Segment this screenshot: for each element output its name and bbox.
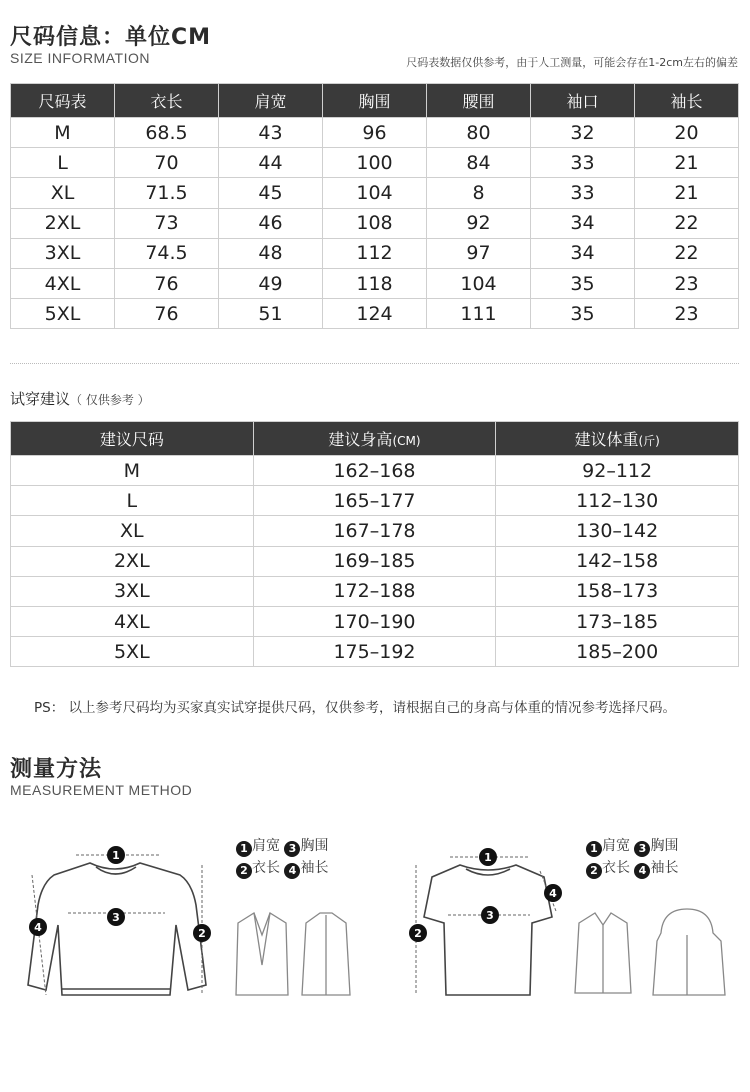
column-header: 建议身高(CM) xyxy=(253,422,496,456)
table-cell: 21 xyxy=(635,178,739,208)
table-cell: 76 xyxy=(115,268,219,298)
table-row xyxy=(11,118,739,148)
table-row xyxy=(11,606,739,636)
table-row xyxy=(11,576,739,606)
size-table xyxy=(10,83,739,329)
table-cell: 80 xyxy=(427,118,531,148)
table-cell: 71.5 xyxy=(115,178,219,208)
table-row xyxy=(11,178,739,208)
table-cell: 8 xyxy=(427,178,531,208)
measure-subtitle: MEASUREMENT METHOD xyxy=(10,782,193,798)
table-cell: XL xyxy=(11,178,115,208)
table-cell: 118 xyxy=(323,268,427,298)
table-cell: 20 xyxy=(635,118,739,148)
table-cell: 76 xyxy=(115,299,219,329)
table-cell: 97 xyxy=(427,238,531,268)
table-cell: 112 xyxy=(323,238,427,268)
fit-table xyxy=(10,421,739,667)
table-cell: 4XL xyxy=(11,268,115,298)
table-cell: 33 xyxy=(531,178,635,208)
svg-text:1: 1 xyxy=(484,851,492,864)
svg-text:3: 3 xyxy=(112,911,120,924)
table-cell: 33 xyxy=(531,148,635,178)
fit-paren: （ 仅供参考 ） xyxy=(70,393,150,407)
table-cell: 34 xyxy=(531,238,635,268)
table-cell: 5XL xyxy=(11,637,254,667)
table-cell: 68.5 xyxy=(115,118,219,148)
table-cell: 158–173 xyxy=(496,576,739,606)
table-row xyxy=(11,516,739,546)
svg-text:2: 2 xyxy=(414,927,422,940)
column-header: 建议尺码 xyxy=(11,422,254,456)
tshirt-measure-icon xyxy=(400,835,580,1010)
table-cell: 173–185 xyxy=(496,606,739,636)
table-cell: 175–192 xyxy=(253,637,496,667)
column-header: 胸围 xyxy=(323,84,427,118)
table-cell: 130–142 xyxy=(496,516,739,546)
fit-section-title xyxy=(10,388,150,409)
svg-text:2: 2 xyxy=(198,927,206,940)
table-cell: 142–158 xyxy=(496,546,739,576)
ps-note: PS： 以上参考尺码均为买家真实试穿提供尺码，仅供参考，请根据自己的身高与体重的情况参考选择尺码。 xyxy=(34,700,677,716)
table-cell: 4XL xyxy=(11,606,254,636)
table-cell: 2XL xyxy=(11,546,254,576)
table-cell: 46 xyxy=(219,208,323,238)
table-cell: L xyxy=(11,486,254,516)
table-cell: 169–185 xyxy=(253,546,496,576)
table-cell: 165–177 xyxy=(253,486,496,516)
table-cell: 84 xyxy=(427,148,531,178)
table-cell: 124 xyxy=(323,299,427,329)
table-cell: 172–188 xyxy=(253,576,496,606)
table-cell: 70 xyxy=(115,148,219,178)
fit-table-header xyxy=(11,422,739,456)
table-cell: 32 xyxy=(531,118,635,148)
table-cell: 96 xyxy=(323,118,427,148)
jacket-icon xyxy=(228,905,358,1005)
measure-title: 测量方法 xyxy=(10,757,103,782)
table-row xyxy=(11,486,739,516)
svg-text:1: 1 xyxy=(112,849,120,862)
table-cell: 49 xyxy=(219,268,323,298)
table-cell: 162–168 xyxy=(253,456,496,486)
table-row xyxy=(11,299,739,329)
table-cell: 35 xyxy=(531,299,635,329)
table-cell: 170–190 xyxy=(253,606,496,636)
table-cell: M xyxy=(11,118,115,148)
table-cell: 3XL xyxy=(11,238,115,268)
table-cell: 35 xyxy=(531,268,635,298)
table-cell: 21 xyxy=(635,148,739,178)
table-row xyxy=(11,456,739,486)
fit-title: 试穿建议 xyxy=(10,390,71,408)
column-header: 肩宽 xyxy=(219,84,323,118)
table-cell: 112–130 xyxy=(496,486,739,516)
table-cell: 43 xyxy=(219,118,323,148)
divider xyxy=(10,363,739,364)
table-cell: 51 xyxy=(219,299,323,329)
legend-left: 1 肩宽 3 胸围 2 衣长 4 袖长 xyxy=(236,835,328,879)
column-header: 衣长 xyxy=(115,84,219,118)
table-cell: L xyxy=(11,148,115,178)
table-cell: 92–112 xyxy=(496,456,739,486)
table-row xyxy=(11,148,739,178)
table-cell: 74.5 xyxy=(115,238,219,268)
table-cell: 108 xyxy=(323,208,427,238)
table-row xyxy=(11,637,739,667)
table-cell: XL xyxy=(11,516,254,546)
table-cell: 23 xyxy=(635,268,739,298)
column-header: 建议体重(斤) xyxy=(496,422,739,456)
table-row xyxy=(11,238,739,268)
table-cell: 23 xyxy=(635,299,739,329)
table-cell: 111 xyxy=(427,299,531,329)
column-header: 袖口 xyxy=(531,84,635,118)
column-header: 袖长 xyxy=(635,84,739,118)
shirt-hoodie-icon xyxy=(565,905,740,1005)
svg-text:4: 4 xyxy=(34,921,42,934)
page-subtitle: SIZE INFORMATION xyxy=(10,50,150,66)
legend-right: 1 肩宽 3 胸围 2 衣长 4 袖长 xyxy=(586,835,678,879)
table-cell: 104 xyxy=(427,268,531,298)
column-header: 腰围 xyxy=(427,84,531,118)
table-row xyxy=(11,546,739,576)
table-row xyxy=(11,208,739,238)
table-cell: 22 xyxy=(635,238,739,268)
table-cell: 2XL xyxy=(11,208,115,238)
measurement-note: 尺码表数据仅供参考，由于人工测量，可能会存在1-2cm左右的偏差 xyxy=(406,56,738,69)
table-cell: 104 xyxy=(323,178,427,208)
table-row xyxy=(11,268,739,298)
table-cell: 167–178 xyxy=(253,516,496,546)
svg-text:4: 4 xyxy=(549,887,557,900)
table-cell: 22 xyxy=(635,208,739,238)
table-cell: 48 xyxy=(219,238,323,268)
long-sleeve-measure-icon xyxy=(20,835,220,1010)
table-cell: 100 xyxy=(323,148,427,178)
table-cell: 3XL xyxy=(11,576,254,606)
page-title: 尺码信息：单位CM xyxy=(10,25,212,50)
svg-text:3: 3 xyxy=(486,909,494,922)
table-cell: 45 xyxy=(219,178,323,208)
size-table-header xyxy=(11,84,739,118)
table-cell: M xyxy=(11,456,254,486)
table-cell: 73 xyxy=(115,208,219,238)
table-cell: 92 xyxy=(427,208,531,238)
table-cell: 185–200 xyxy=(496,637,739,667)
column-header: 尺码表 xyxy=(11,84,115,118)
table-cell: 44 xyxy=(219,148,323,178)
table-cell: 5XL xyxy=(11,299,115,329)
table-cell: 34 xyxy=(531,208,635,238)
